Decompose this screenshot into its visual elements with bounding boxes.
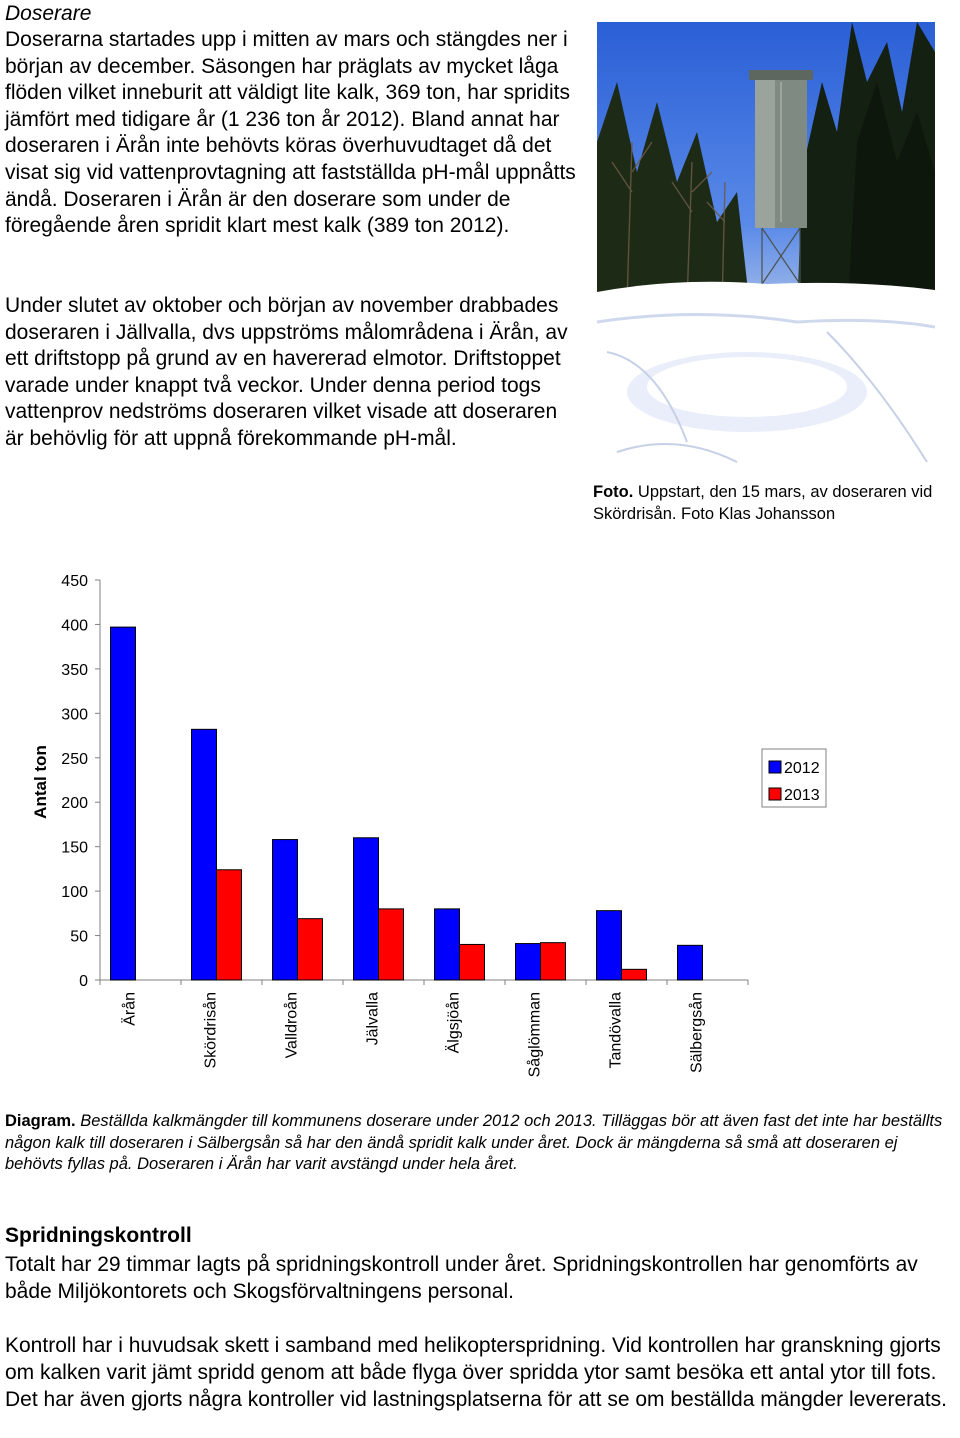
chart-y-tick-label: 250 [61,750,88,768]
chart-y-tick-label: 100 [61,884,88,902]
kalk-bar-chart [0,560,960,1105]
chart-bar-2013-1 [217,870,242,980]
chart-bar-2012-7 [678,945,703,980]
chart-bar-2013-2 [298,919,323,980]
chart-bar-2013-4 [460,944,485,980]
spridningskontroll-paragraph-1: Totalt har 29 timmar lagts på spridningskontroll under året. Spridningskontrollen har genomförts av både Miljökontorets och Skogsförvaltningens personal. [5,1253,918,1303]
chart-y-axis-label: Antal ton [31,745,50,819]
chart-bar-2012-4 [435,909,460,980]
chart-x-tick-label: Sälbergsån [688,992,706,1073]
photo-caption-label: Foto. [593,483,634,501]
chart-y-tick-label: 350 [61,661,88,679]
chart-legend-swatch-2012 [769,761,781,773]
chart-bar-2012-0 [111,627,136,980]
chart-bar-2012-5 [516,944,541,980]
chart-y-tick-label: 300 [61,706,88,724]
diagram-caption [5,1111,955,1176]
doserare-photo [597,22,935,474]
chart-legend-label-2013: 2013 [784,787,820,804]
chart-bar-2012-3 [354,838,379,980]
chart-bar-2012-2 [273,840,298,980]
doserare-photo-illustration [597,22,935,474]
chart-legend-swatch-2013 [769,788,781,800]
diagram-caption-text: Beställda kalkmängder till kommunens doserare under 2012 och 2013. Tilläggas bör att även fast det inte har beställts någon kalk till doseraren i Sälbergsån så har den ändå spridit kalk under året. Dock är mängderna så små att doseraren ej behövts fyllas på. Doseraren i Ärån har varit avstängd under hela året. [5,1112,943,1173]
chart-x-tick-label: Jälvalla [364,992,382,1046]
diagram-caption-label: Diagram. [5,1112,76,1130]
chart-bar-2013-6 [622,969,647,980]
chart-x-tick-label: Ärån [121,992,139,1026]
section-heading-doserare: Doserare [5,2,92,25]
chart-bar-2012-6 [597,911,622,980]
chart-bar-2013-5 [541,943,566,980]
spridningskontroll-paragraph-2: Kontroll har i huvudsak skett i samband med helikopterspridning. Vid kontrollen har granskning gjorts om kalken varit jämt spridd genom att både flyga över spridda ytor samt besöka ett antal ytor till fots. Det har även gjorts några kontroller vid lastningsplatserna för att se om beställda mängder levererats. [5,1334,947,1411]
chart-x-tick-label: Skördrisån [202,992,220,1069]
chart-y-tick-label: 400 [61,617,88,635]
photo-caption [593,481,958,525]
chart-bar-2012-1 [192,729,217,980]
chart-legend-label-2012: 2012 [784,760,820,777]
chart-y-tick-label: 200 [61,795,88,813]
section-heading-spridningskontroll: Spridningskontroll [5,1224,192,1247]
chart-y-tick-label: 50 [70,928,88,946]
chart-x-tick-label: Älgsjöån [445,992,463,1054]
chart-x-tick-label: Tandövalla [607,992,625,1069]
doserare-paragraph-2: Under slutet av oktober och början av november drabbades doseraren i Jällvalla, dvs uppströms målområdena i Ärån, av ett driftstopp på grund av en havererad elmotor. Driftstoppet varade under knappt två veckor. Under denna period togs vattenprov nedströms doseraren vilket visade att doseraren är behövlig för att uppnå förekommande pH-mål. [5,294,568,450]
chart-y-tick-label: 0 [79,973,88,990]
photo-caption-text: Uppstart, den 15 mars, av doseraren vid Skördrisån. Foto Klas Johansson [593,483,933,523]
chart-y-tick-label: 450 [61,573,88,590]
chart-x-tick-label: Valldroån [283,992,301,1059]
chart-bar-2013-3 [379,909,404,980]
chart-x-tick-label: Såglömman [526,992,544,1078]
chart-y-tick-label: 150 [61,839,88,857]
doserare-paragraph-1: Doserarna startades upp i mitten av mars och stängdes ner i början av december. Säsongen har präglats av mycket låga flöden vilket inneburit att väldigt lite kalk, 369 ton, har spridits jämfört med tidigare år (1 236 ton år 2012). Bland annat har doseraren i Ärån inte behövts köras överhuvudtaget då det visat sig vid vattenprovtagning att fastställda pH-mål uppnåtts ändå. Doseraren i Ärån är den doserare som under de föregående åren spridit klart mest kalk (389 ton 2012). [5,28,576,238]
